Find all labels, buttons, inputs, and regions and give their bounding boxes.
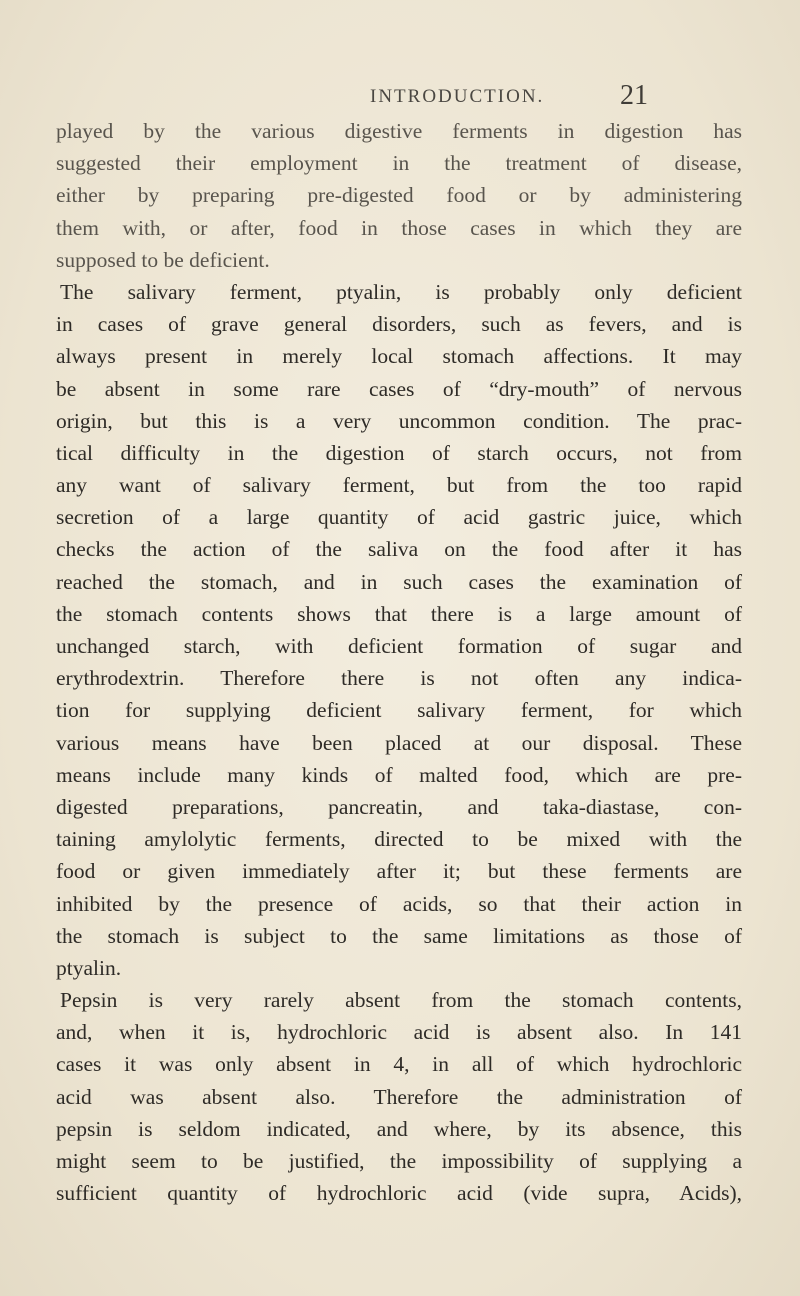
text-line: them with, or after, food in those cases in which they are (56, 215, 742, 240)
text-line: supposed to be deficient. (56, 247, 270, 272)
text-line: various means have been placed at our disposal. These (56, 730, 742, 755)
text-line: secretion of a large quantity of acid gastric juice, which (56, 505, 742, 530)
page-number: 21 (620, 80, 648, 111)
running-head: INTRODUCTION. (370, 86, 545, 107)
text-line: unchanged starch, with deficient formation of sugar and (56, 634, 742, 658)
text-line: erythrodextrin. Therefore there is not often any indica- (56, 666, 742, 691)
text-line: food or given immediately after it; but these ferments are (56, 859, 742, 884)
text-line: in cases of grave general disorders, such as fevers, and is (56, 312, 742, 337)
page-header (0, 80, 800, 120)
text-line: played by the various digestive ferments in digestion has (56, 119, 742, 143)
text-line: either by preparing pre-digested food or by administering (56, 183, 742, 208)
text-line: always present in merely local stomach affections. It may (56, 344, 742, 369)
text-line: might seem to be justified, the impossibility of supplying a (56, 1149, 742, 1173)
text-line: the stomach contents shows that there is a large amount of (56, 601, 742, 626)
body-text (56, 115, 742, 1209)
text-line: origin, but this is a very uncommon condition. The prac- (56, 408, 742, 433)
text-line: The salivary ferment, ptyalin, is probably only deficient (60, 279, 742, 304)
text-line: cases it was only absent in 4, in all of which hydrochloric (56, 1052, 742, 1077)
text-line: tion for supplying deficient salivary ferment, for which (56, 698, 742, 723)
text-line: sufficient quantity of hydrochloric acid (vide supra, Acids), (56, 1181, 742, 1206)
text-line: any want of salivary ferment, but from the too rapid (56, 473, 742, 498)
text-line: inhibited by the presence of acids, so that their action in (56, 891, 742, 916)
text-line: taining amylolytic ferments, directed to be mixed with the (56, 827, 742, 852)
text-line: pepsin is seldom indicated, and where, by its absence, this (56, 1116, 742, 1141)
text-line: digested preparations, pancreatin, and taka-diastase, con- (56, 794, 742, 819)
text-line: and, when it is, hydrochloric acid is absent also. In 141 (56, 1020, 742, 1045)
text-line: acid was absent also. Therefore the administration of (56, 1084, 742, 1109)
text-line: checks the action of the saliva on the food after it has (56, 537, 742, 562)
text-line: Pepsin is very rarely absent from the stomach contents, (60, 988, 742, 1013)
text-line: reached the stomach, and in such cases the examination of (56, 569, 742, 594)
text-line: means include many kinds of malted food, which are pre- (56, 762, 742, 787)
text-line: be absent in some rare cases of “dry-mouth” of nervous (56, 376, 742, 401)
text-line: suggested their employment in the treatment of disease, (56, 151, 742, 176)
text-line: ptyalin. (56, 955, 122, 980)
text-line: tical difficulty in the digestion of starch occurs, not from (56, 440, 742, 465)
text-line: the stomach is subject to the same limitations as those of (56, 923, 742, 948)
